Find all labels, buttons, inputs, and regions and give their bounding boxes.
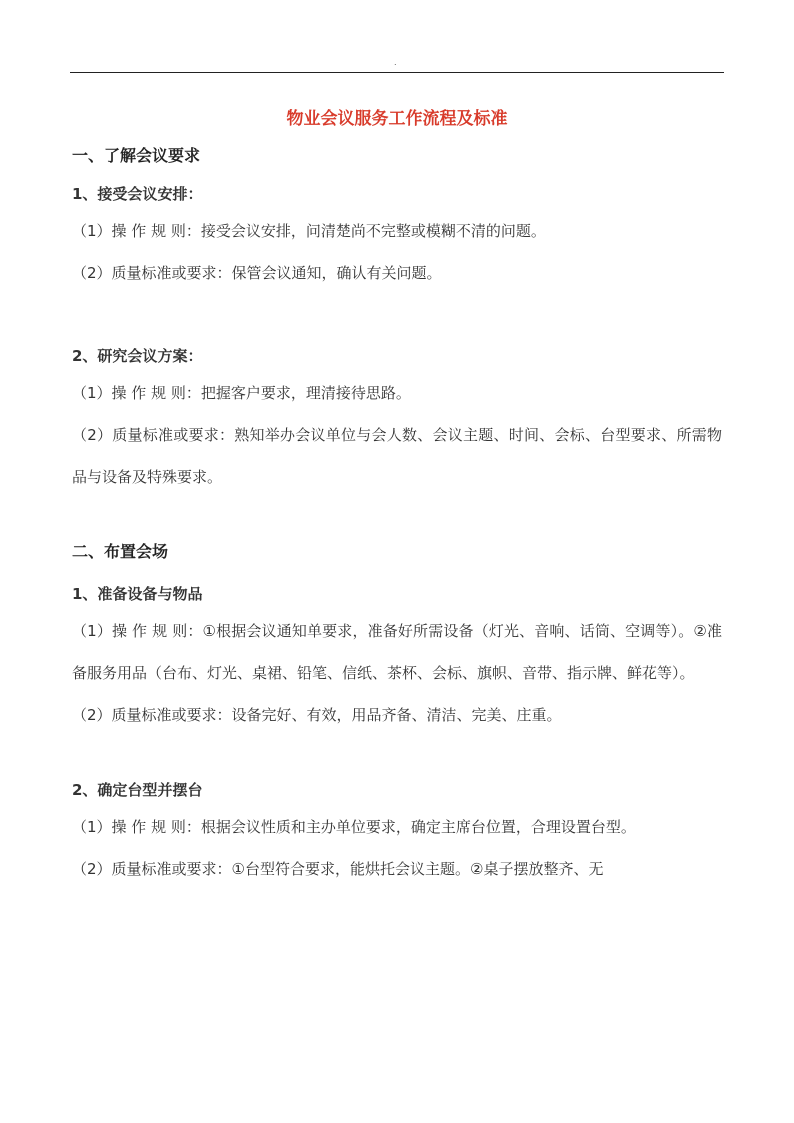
- document-body: [72, 104, 722, 890]
- paragraph-rule: （1）操 作 规 则：①根据会议通知单要求，准备好所需设备（灯光、音响、话筒、空调等）。②准备服务用品（台布、灯光、桌裙、铅笔、信纸、茶杯、会标、旗帜、音带、指示牌、鲜花等）。: [72, 622, 722, 682]
- header-rule: [70, 72, 724, 73]
- subsection-heading-accept-arrangement: 1、接受会议安排：: [72, 185, 203, 203]
- subsection-heading-table-layout: 2、确定台型并摆台: [72, 781, 203, 799]
- paragraph-standard: （2）质量标准或要求：保管会议通知，确认有关问题。: [72, 264, 442, 282]
- subsection-heading-prepare-equipment: 1、准备设备与物品: [72, 585, 203, 603]
- subsection-heading-study-plan: 2、研究会议方案：: [72, 347, 203, 365]
- document-title: 物业会议服务工作流程及标准: [286, 109, 508, 129]
- paragraph-standard: （2）质量标准或要求：设备完好、有效，用品齐备、清洁、完美、庄重。: [72, 706, 562, 724]
- paragraph-rule: （1）操 作 规 则：把握客户要求，理清接待思路。: [72, 384, 411, 402]
- header-dot: .: [394, 58, 397, 67]
- paragraph-standard: （2）质量标准或要求：①台型符合要求，能烘托会议主题。②桌子摆放整齐、无: [72, 860, 604, 878]
- paragraph-standard: （2）质量标准或要求：熟知举办会议单位与会人数、会议主题、时间、会标、台型要求、所需物品与设备及特殊要求。: [72, 426, 722, 486]
- section-heading-understand-requirements: 一、了解会议要求: [72, 146, 201, 165]
- paragraph-rule: （1）操 作 规 则：接受会议安排，问清楚尚不完整或模糊不清的问题。: [72, 222, 546, 240]
- paragraph-rule: （1）操 作 规 则：根据会议性质和主办单位要求，确定主席台位置，合理设置台型。: [72, 818, 636, 836]
- section-heading-arrange-venue: 二、布置会场: [72, 542, 169, 561]
